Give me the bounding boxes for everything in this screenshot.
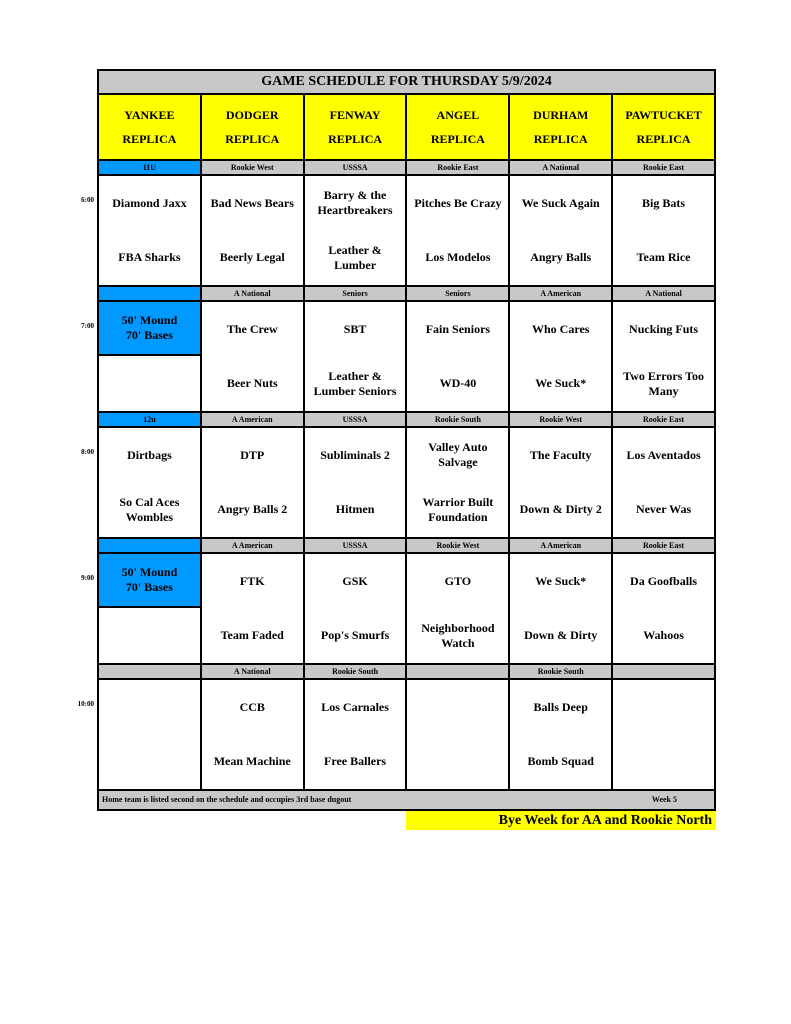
division-label: USSSA bbox=[305, 413, 408, 426]
home-team: We Suck* bbox=[535, 376, 587, 391]
division-label: A National bbox=[202, 665, 305, 678]
division-label: A American bbox=[510, 287, 613, 300]
game-cell bbox=[305, 680, 408, 789]
away-team: Los Carnales bbox=[321, 699, 389, 714]
mound-distance: 50' Mound bbox=[121, 565, 178, 579]
game-cell bbox=[202, 554, 305, 663]
field-name: PAWTUCKET bbox=[625, 108, 702, 122]
home-team: Team Rice bbox=[636, 250, 691, 265]
game-cell bbox=[510, 428, 613, 537]
home-team bbox=[99, 735, 200, 790]
division-label: A National bbox=[202, 287, 305, 300]
field-sub: REPLICA bbox=[225, 132, 280, 146]
empty-slot bbox=[99, 608, 200, 663]
time-label: 9:00 bbox=[81, 574, 94, 582]
field-angel bbox=[407, 95, 510, 159]
away-team: GSK bbox=[342, 573, 368, 588]
field-sub: REPLICA bbox=[122, 132, 177, 146]
game-cell bbox=[510, 176, 613, 285]
game-cell bbox=[407, 428, 510, 537]
game-cell bbox=[99, 428, 202, 537]
home-team: Down & Dirty bbox=[524, 628, 598, 643]
away-team: Da Goofballs bbox=[630, 573, 698, 588]
division-row bbox=[99, 287, 714, 302]
game-cell bbox=[613, 554, 714, 663]
game-cell bbox=[510, 680, 613, 789]
game-cell bbox=[613, 428, 714, 537]
time-slot-row bbox=[99, 428, 714, 539]
field-name: DODGER bbox=[225, 108, 279, 122]
away-team: Los Aventados bbox=[626, 447, 701, 462]
division-label: Seniors bbox=[407, 287, 510, 300]
away-team: The Crew bbox=[226, 321, 278, 336]
game-cell bbox=[99, 176, 202, 285]
division-label: Rookie West bbox=[407, 539, 510, 552]
field-name: YANKEE bbox=[124, 108, 175, 122]
away-team bbox=[99, 680, 200, 735]
home-team: Beerly Legal bbox=[219, 250, 285, 265]
home-team: Pop's Smurfs bbox=[320, 628, 390, 643]
away-team: GTO bbox=[444, 573, 472, 588]
away-team: Bad News Bears bbox=[210, 195, 294, 210]
game-cell bbox=[99, 554, 202, 663]
game-cell bbox=[613, 302, 714, 411]
division-label: Rookie East bbox=[407, 161, 510, 174]
away-team: SBT bbox=[343, 321, 367, 336]
division-label: Seniors bbox=[305, 287, 408, 300]
away-team: Nucking Futs bbox=[629, 321, 699, 336]
week-label: Week 5 bbox=[651, 795, 677, 804]
mound-note bbox=[99, 554, 200, 608]
division-label: Rookie South bbox=[510, 665, 613, 678]
division-label bbox=[99, 665, 202, 678]
away-team: Fain Seniors bbox=[425, 321, 491, 336]
away-team: CCB bbox=[239, 699, 265, 714]
game-cell bbox=[510, 554, 613, 663]
division-label bbox=[407, 665, 510, 678]
home-team: Neighborhood Watch bbox=[421, 620, 495, 650]
time-slot-row bbox=[99, 302, 714, 413]
division-row bbox=[99, 161, 714, 176]
game-cell bbox=[202, 428, 305, 537]
field-name: ANGEL bbox=[436, 108, 480, 122]
bases-distance: 70' Bases bbox=[125, 580, 173, 594]
home-team: Leather & Lumber Seniors bbox=[313, 368, 397, 398]
game-cell bbox=[202, 680, 305, 789]
field-fenway bbox=[305, 95, 408, 159]
footer-bar bbox=[99, 791, 714, 809]
home-team: Hitmen bbox=[335, 502, 375, 517]
home-team: Down & Dirty 2 bbox=[519, 502, 602, 517]
game-cell bbox=[613, 176, 714, 285]
home-team: Wahoos bbox=[643, 628, 684, 643]
field-name: DURHAM bbox=[533, 108, 589, 122]
away-team: Dirtbags bbox=[127, 447, 172, 462]
away-team: Valley Auto Salvage bbox=[428, 440, 488, 470]
home-team-note: Home team is listed second on the schedule and occupies 3rd base dugout bbox=[102, 795, 352, 804]
away-team: We Suck Again bbox=[521, 195, 600, 210]
division-label bbox=[99, 287, 202, 300]
division-label: Rookie South bbox=[305, 665, 408, 678]
home-team: WD-40 bbox=[439, 376, 477, 391]
division-label: Rookie South bbox=[407, 413, 510, 426]
field-sub: REPLICA bbox=[328, 132, 383, 146]
home-team: Warrior Built Foundation bbox=[422, 494, 494, 524]
home-team: Leather & Lumber bbox=[328, 242, 382, 272]
bye-week-banner: Bye Week for AA and Rookie North bbox=[406, 811, 716, 830]
game-cell bbox=[305, 554, 408, 663]
field-sub: REPLICA bbox=[430, 132, 485, 146]
away-team bbox=[407, 680, 508, 735]
division-label: 12u bbox=[99, 413, 202, 426]
game-cell bbox=[202, 302, 305, 411]
schedule-title: GAME SCHEDULE FOR THURSDAY 5/9/2024 bbox=[99, 71, 714, 95]
division-label: 11U bbox=[99, 161, 202, 174]
field-sub: REPLICA bbox=[636, 132, 691, 146]
home-team: So Cal Aces Wombles bbox=[119, 494, 180, 524]
game-cell bbox=[202, 176, 305, 285]
time-label: 10:00 bbox=[77, 700, 94, 708]
schedule-table bbox=[97, 69, 716, 811]
bases-distance: 70' Bases bbox=[125, 328, 173, 342]
game-cell bbox=[407, 176, 510, 285]
field-dodger bbox=[202, 95, 305, 159]
division-label bbox=[613, 665, 714, 678]
time-label: 7:00 bbox=[81, 322, 94, 330]
game-cell bbox=[510, 302, 613, 411]
division-label: USSSA bbox=[305, 539, 408, 552]
mound-note bbox=[99, 302, 200, 356]
division-row bbox=[99, 665, 714, 680]
game-cell bbox=[305, 176, 408, 285]
home-team: FBA Sharks bbox=[118, 250, 181, 265]
game-cell bbox=[305, 428, 408, 537]
division-label: A National bbox=[510, 161, 613, 174]
time-label: 6:00 bbox=[81, 196, 94, 204]
game-cell bbox=[99, 680, 202, 789]
empty-slot bbox=[99, 356, 200, 411]
game-cell bbox=[407, 302, 510, 411]
away-team: Big Bats bbox=[642, 195, 686, 210]
division-label: Rookie West bbox=[202, 161, 305, 174]
division-label: Rookie East bbox=[613, 161, 714, 174]
away-team: Barry & the Heartbreakers bbox=[317, 188, 393, 218]
division-label: Rookie East bbox=[613, 413, 714, 426]
division-row bbox=[99, 413, 714, 428]
home-team: Angry Balls bbox=[530, 250, 592, 265]
away-team bbox=[613, 680, 714, 735]
away-team: We Suck* bbox=[535, 573, 587, 588]
time-slot-row bbox=[99, 176, 714, 287]
home-team: Team Faded bbox=[220, 628, 284, 643]
game-cell bbox=[99, 302, 202, 411]
home-team: Two Errors Too Many bbox=[623, 368, 704, 398]
field-durham bbox=[510, 95, 613, 159]
time-slot-row bbox=[99, 554, 714, 665]
division-label: A American bbox=[510, 539, 613, 552]
home-team bbox=[613, 735, 714, 790]
home-team: Never Was bbox=[635, 502, 692, 517]
away-team: FTK bbox=[239, 573, 265, 588]
field-yankee bbox=[99, 95, 202, 159]
time-slot-row bbox=[99, 680, 714, 791]
home-team: Mean Machine bbox=[213, 754, 291, 769]
game-cell bbox=[407, 680, 510, 789]
home-team: Beer Nuts bbox=[226, 376, 278, 391]
home-team: Free Ballers bbox=[324, 754, 387, 769]
home-team: Angry Balls 2 bbox=[217, 502, 288, 517]
division-label bbox=[99, 539, 202, 552]
home-team bbox=[407, 735, 508, 790]
field-header-row bbox=[99, 95, 714, 161]
away-team: Diamond Jaxx bbox=[112, 195, 187, 210]
field-pawtucket bbox=[613, 95, 714, 159]
home-team: Bomb Squad bbox=[527, 754, 594, 769]
game-cell bbox=[613, 680, 714, 789]
field-sub: REPLICA bbox=[533, 132, 588, 146]
field-name: FENWAY bbox=[329, 108, 381, 122]
division-label: Rookie West bbox=[510, 413, 613, 426]
division-label: A National bbox=[613, 287, 714, 300]
game-cell bbox=[305, 302, 408, 411]
mound-distance: 50' Mound bbox=[121, 313, 178, 327]
away-team: Pitches Be Crazy bbox=[414, 195, 502, 210]
division-row bbox=[99, 539, 714, 554]
game-cell bbox=[407, 554, 510, 663]
away-team: Balls Deep bbox=[533, 699, 588, 714]
division-label: USSSA bbox=[305, 161, 408, 174]
time-label: 8:00 bbox=[81, 448, 94, 456]
away-team: The Faculty bbox=[529, 447, 592, 462]
division-label: A American bbox=[202, 413, 305, 426]
division-label: Rookie East bbox=[613, 539, 714, 552]
away-team: DTP bbox=[240, 447, 265, 462]
away-team: Who Cares bbox=[532, 321, 590, 336]
division-label: A American bbox=[202, 539, 305, 552]
away-team: Subliminals 2 bbox=[320, 447, 390, 462]
home-team: Los Modelos bbox=[425, 250, 491, 265]
